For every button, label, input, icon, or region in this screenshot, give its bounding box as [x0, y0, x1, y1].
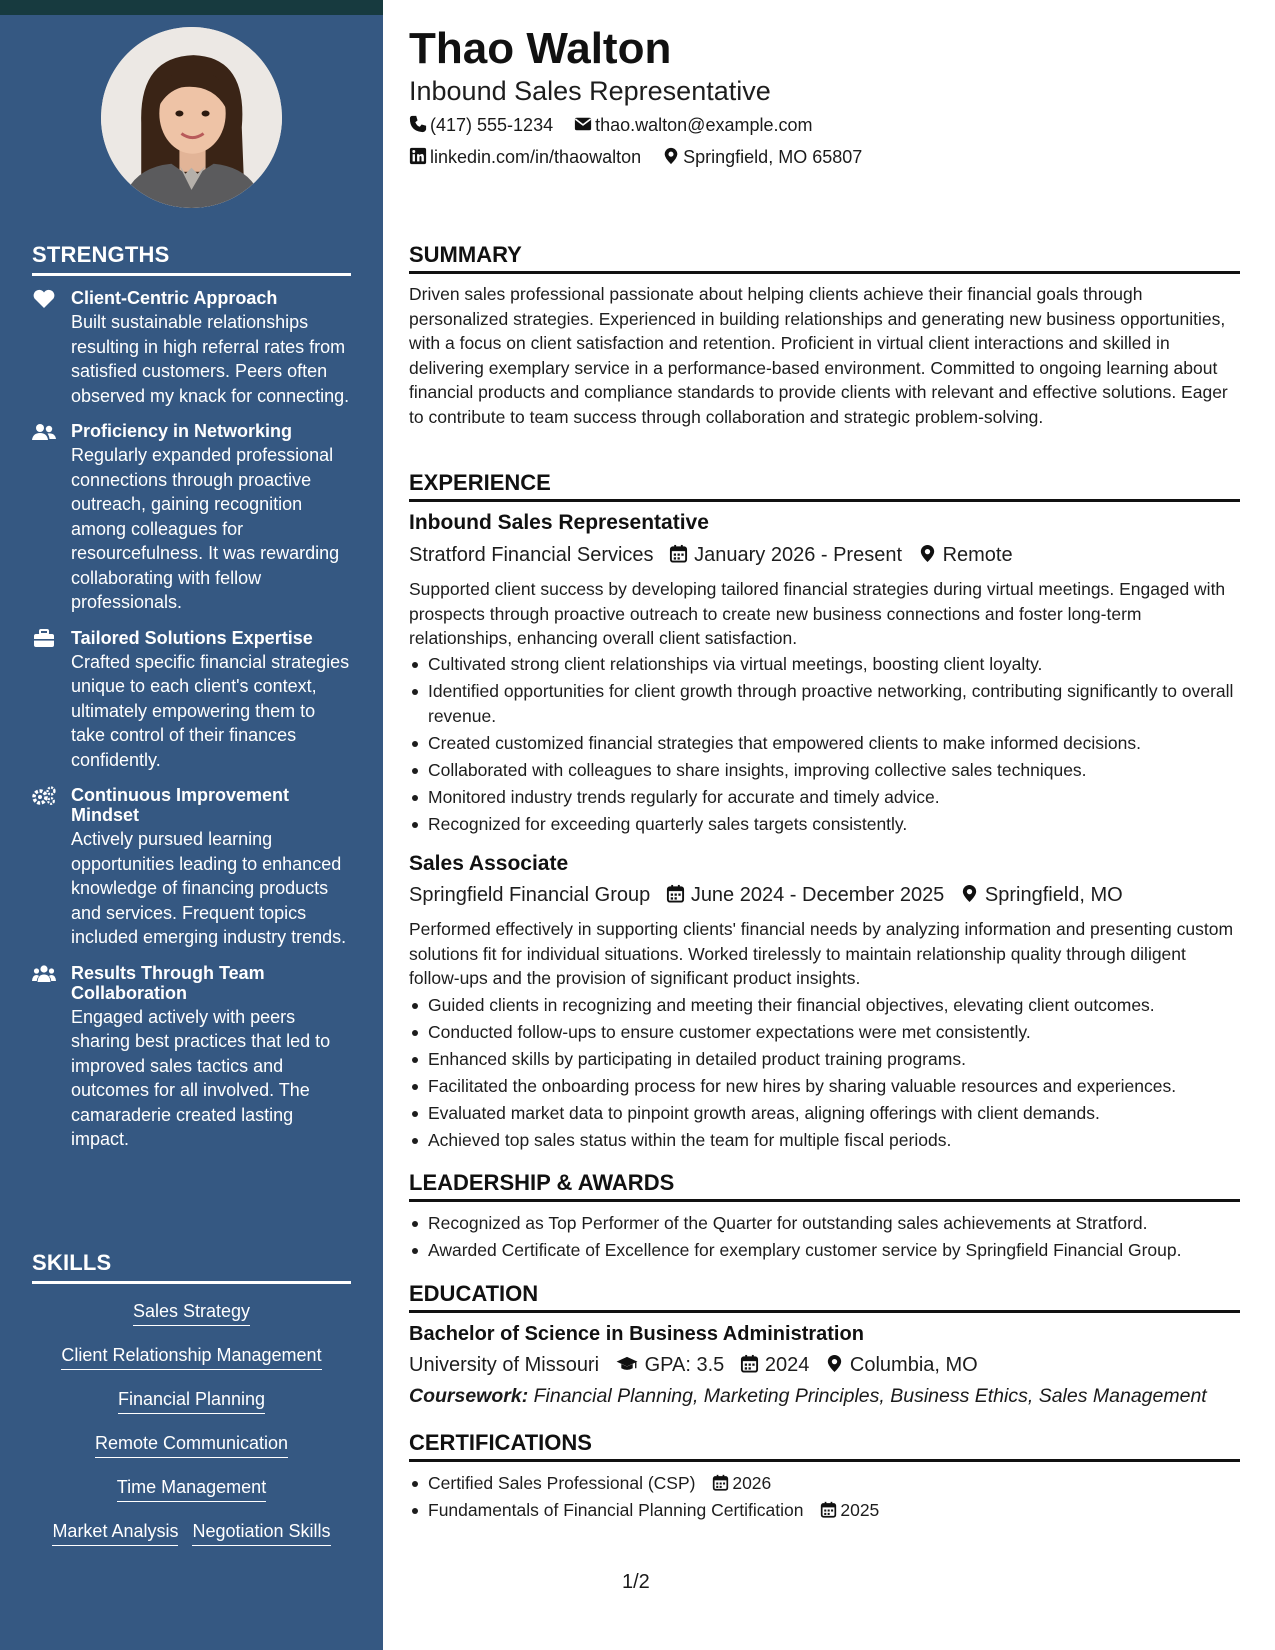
strength-description: Regularly expanded professional connections through proactive outreach, gaining recognition among colleagues for resourcefulness. It was rewarding collaborating with fellow professionals. [71, 445, 340, 612]
list-item: Facilitated the onboarding process for new hires by sharing valuable resources and experiences. [409, 1074, 1240, 1099]
linkedin-icon [409, 147, 427, 165]
calendar-icon [669, 544, 688, 563]
phone-contact[interactable] [409, 114, 553, 136]
certifications-list [409, 1471, 1240, 1525]
list-item: Achieved top sales status within the team for multiple fiscal periods. [409, 1128, 1240, 1153]
phone-icon [409, 115, 427, 133]
list-item [409, 1498, 1240, 1523]
linkedin-contact[interactable] [409, 146, 641, 168]
strength-item [32, 288, 352, 408]
strength-description: Crafted specific financial strategies unique to each client's context, ultimately empowering them to take control of their finances confidently. [71, 651, 350, 770]
certification-name: Certified Sales Professional (CSP) [428, 1473, 696, 1493]
strength-title: Proficiency in Networking [71, 421, 293, 441]
list-item: Recognized as Top Performer of the Quarter for outstanding sales achievements at Stratford. [409, 1211, 1240, 1236]
education-meta [409, 1352, 988, 1378]
skills-heading: SKILLS [32, 1250, 351, 1284]
skill-tag: Client Relationship Management [61, 1344, 321, 1370]
job-dates: January 2026 - Present [694, 544, 903, 566]
summary-heading: SUMMARY [409, 242, 1240, 274]
map-pin-icon [662, 147, 680, 165]
calendar-icon [740, 1354, 759, 1373]
coursework-text: Financial Planning, Marketing Principles, Business Ethics, Sales Management [533, 1385, 1207, 1407]
candidate-name: Thao Walton [409, 24, 672, 73]
strengths-heading: STRENGTHS [32, 242, 351, 276]
strength-title: Tailored Solutions Expertise [71, 627, 313, 648]
gpa-text: GPA: 3.5 [644, 1354, 725, 1376]
skill-tag: Financial Planning [118, 1388, 265, 1414]
summary-text: Driven sales professional passionate about helping clients achieve their financial goals through personalized strategies. Experienced in building relationships and generating new business opportunities, with a focus on client satisfaction and retention. Proficient in virtual client interactions and skilled in delivering exemplary service in a performance-based environment. Committed to ongoing learning about financial products and compliance standards to provide clients with relevant and effective solutions. Eager to contribute to team success through collaboration and strategic problem-solving. [409, 284, 1228, 427]
coursework [409, 1383, 1207, 1409]
location-contact [662, 146, 862, 168]
strength-description: Built sustainable relationships resulting in high referral rates from satisfied customers. Peers often observed my knack for connecting. [71, 312, 350, 406]
list-item: Collaborated with colleagues to share insights, improving collective sales techniques. [409, 758, 1240, 783]
list-item [409, 1471, 1240, 1496]
list-item: Awarded Certificate of Excellence for exemplary customer service by Springfield Financial Group. [409, 1238, 1240, 1263]
job-location: Remote [942, 544, 1013, 566]
job-summary: Performed effectively in supporting clients' financial needs by analyzing information and presenting custom solutions fit for individual situations. Worked tirelessly to maintain relationship quality through diligent follow-ups and the provision of significant product insights. [409, 919, 1234, 988]
job-bullets [409, 652, 1240, 839]
leadership-list [409, 1211, 1240, 1265]
list-item: Cultivated strong client relationships via virtual meetings, boosting client loyalty. [409, 652, 1240, 677]
email-contact[interactable] [574, 114, 812, 136]
heart-icon [32, 289, 56, 309]
location-text: Springfield, MO 65807 [683, 147, 863, 167]
skill-tag: Sales Strategy [133, 1300, 250, 1326]
avatar-illustration [101, 27, 282, 208]
page-number: 1/2 [622, 1571, 650, 1593]
gears-icon [32, 786, 56, 806]
list-item: Guided clients in recognizing and meeting their financial objectives, elevating client outcomes. [409, 993, 1240, 1018]
job-dates: June 2024 - December 2025 [690, 884, 945, 906]
strength-title: Results Through Team Collaboration [71, 962, 265, 1003]
strength-title: Client-Centric Approach [71, 288, 278, 308]
education-heading: EDUCATION [409, 1281, 1240, 1313]
envelope-icon [574, 115, 592, 133]
school-name: University of Missouri [409, 1354, 600, 1376]
candidate-title: Inbound Sales Representative [409, 76, 771, 106]
strength-item [32, 785, 352, 950]
list-item: Monitored industry trends regularly for accurate and timely advice. [409, 785, 1240, 810]
users-icon [32, 964, 56, 984]
calendar-icon [666, 884, 685, 903]
skill-tag: Market Analysis [52, 1520, 178, 1546]
skill-tag: Negotiation Skills [192, 1520, 330, 1546]
strength-description: Actively pursued learning opportunities leading to enhanced knowledge of financing products and services. Frequent topics included emerging industry trends. [71, 829, 347, 947]
user-group-icon [32, 422, 56, 442]
strength-item [32, 421, 352, 615]
strength-title: Continuous Improvement Mindset [71, 785, 290, 825]
skill-tag: Remote Communication [95, 1432, 288, 1458]
list-item: Conducted follow-ups to ensure customer expectations were met consistently. [409, 1020, 1240, 1045]
school-location: Columbia, MO [849, 1354, 978, 1376]
coursework-label: Coursework: [409, 1385, 529, 1407]
profile-photo [101, 27, 282, 208]
strength-item [32, 963, 352, 1152]
certifications-heading: CERTIFICATIONS [409, 1430, 1240, 1462]
degree-title: Bachelor of Science in Business Administration [409, 1323, 864, 1345]
job-role: Sales Associate [409, 852, 569, 875]
sidebar [0, 0, 383, 1650]
contact-row [409, 114, 829, 136]
skill-tag: Time Management [117, 1476, 266, 1502]
list-item: Evaluated market data to pinpoint growth areas, aligning offerings with client demands. [409, 1101, 1240, 1126]
strengths-list [32, 288, 352, 1165]
briefcase-icon [32, 629, 56, 649]
map-pin-icon [825, 1354, 844, 1373]
leadership-heading: LEADERSHIP & AWARDS [409, 1170, 1240, 1202]
strength-item [32, 628, 352, 773]
job-meta [409, 882, 1133, 908]
job-bullets [409, 993, 1240, 1155]
job-company: Stratford Financial Services [409, 544, 654, 566]
contact-row [409, 146, 878, 168]
email-text: thao.walton@example.com [595, 115, 813, 135]
calendar-icon [820, 1501, 837, 1518]
list-item: Recognized for exceeding quarterly sales targets consistently. [409, 812, 1240, 837]
certification-name: Fundamentals of Financial Planning Certification [428, 1500, 804, 1520]
job-location: Springfield, MO [984, 884, 1123, 906]
list-item: Enhanced skills by participating in detailed product training programs. [409, 1047, 1240, 1072]
phone-text: (417) 555-1234 [430, 115, 554, 135]
linkedin-text: linkedin.com/in/thaowalton [430, 147, 642, 167]
graduation-cap-icon [615, 1354, 639, 1373]
experience-heading: EXPERIENCE [409, 470, 1240, 502]
job-summary: Supported client success by developing tailored financial strategies during virtual meetings. Engaged with prospects through proactive outreach to create new business connections and foster long-term relationships, enhancing overall client satisfaction. [409, 579, 1226, 648]
list-item: Identified opportunities for client growth through proactive networking, contributing significantly to overall revenue. [409, 679, 1240, 728]
calendar-icon [712, 1474, 729, 1491]
strength-description: Engaged actively with peers sharing best practices that led to improved sales tactics and outcomes for all involved. The camaraderie created lasting impact. [71, 1006, 331, 1149]
graduation-year: 2024 [764, 1354, 810, 1376]
job-role: Inbound Sales Representative [409, 511, 709, 534]
map-pin-icon [918, 544, 937, 563]
certification-year: 2025 [840, 1500, 880, 1520]
sidebar-top-bar [0, 0, 383, 15]
certification-year: 2026 [732, 1473, 772, 1493]
skills-list [32, 1300, 351, 1564]
map-pin-icon [960, 884, 979, 903]
job-meta [409, 542, 1023, 568]
job-company: Springfield Financial Group [409, 884, 651, 906]
list-item: Created customized financial strategies that empowered clients to make informed decisions. [409, 731, 1240, 756]
